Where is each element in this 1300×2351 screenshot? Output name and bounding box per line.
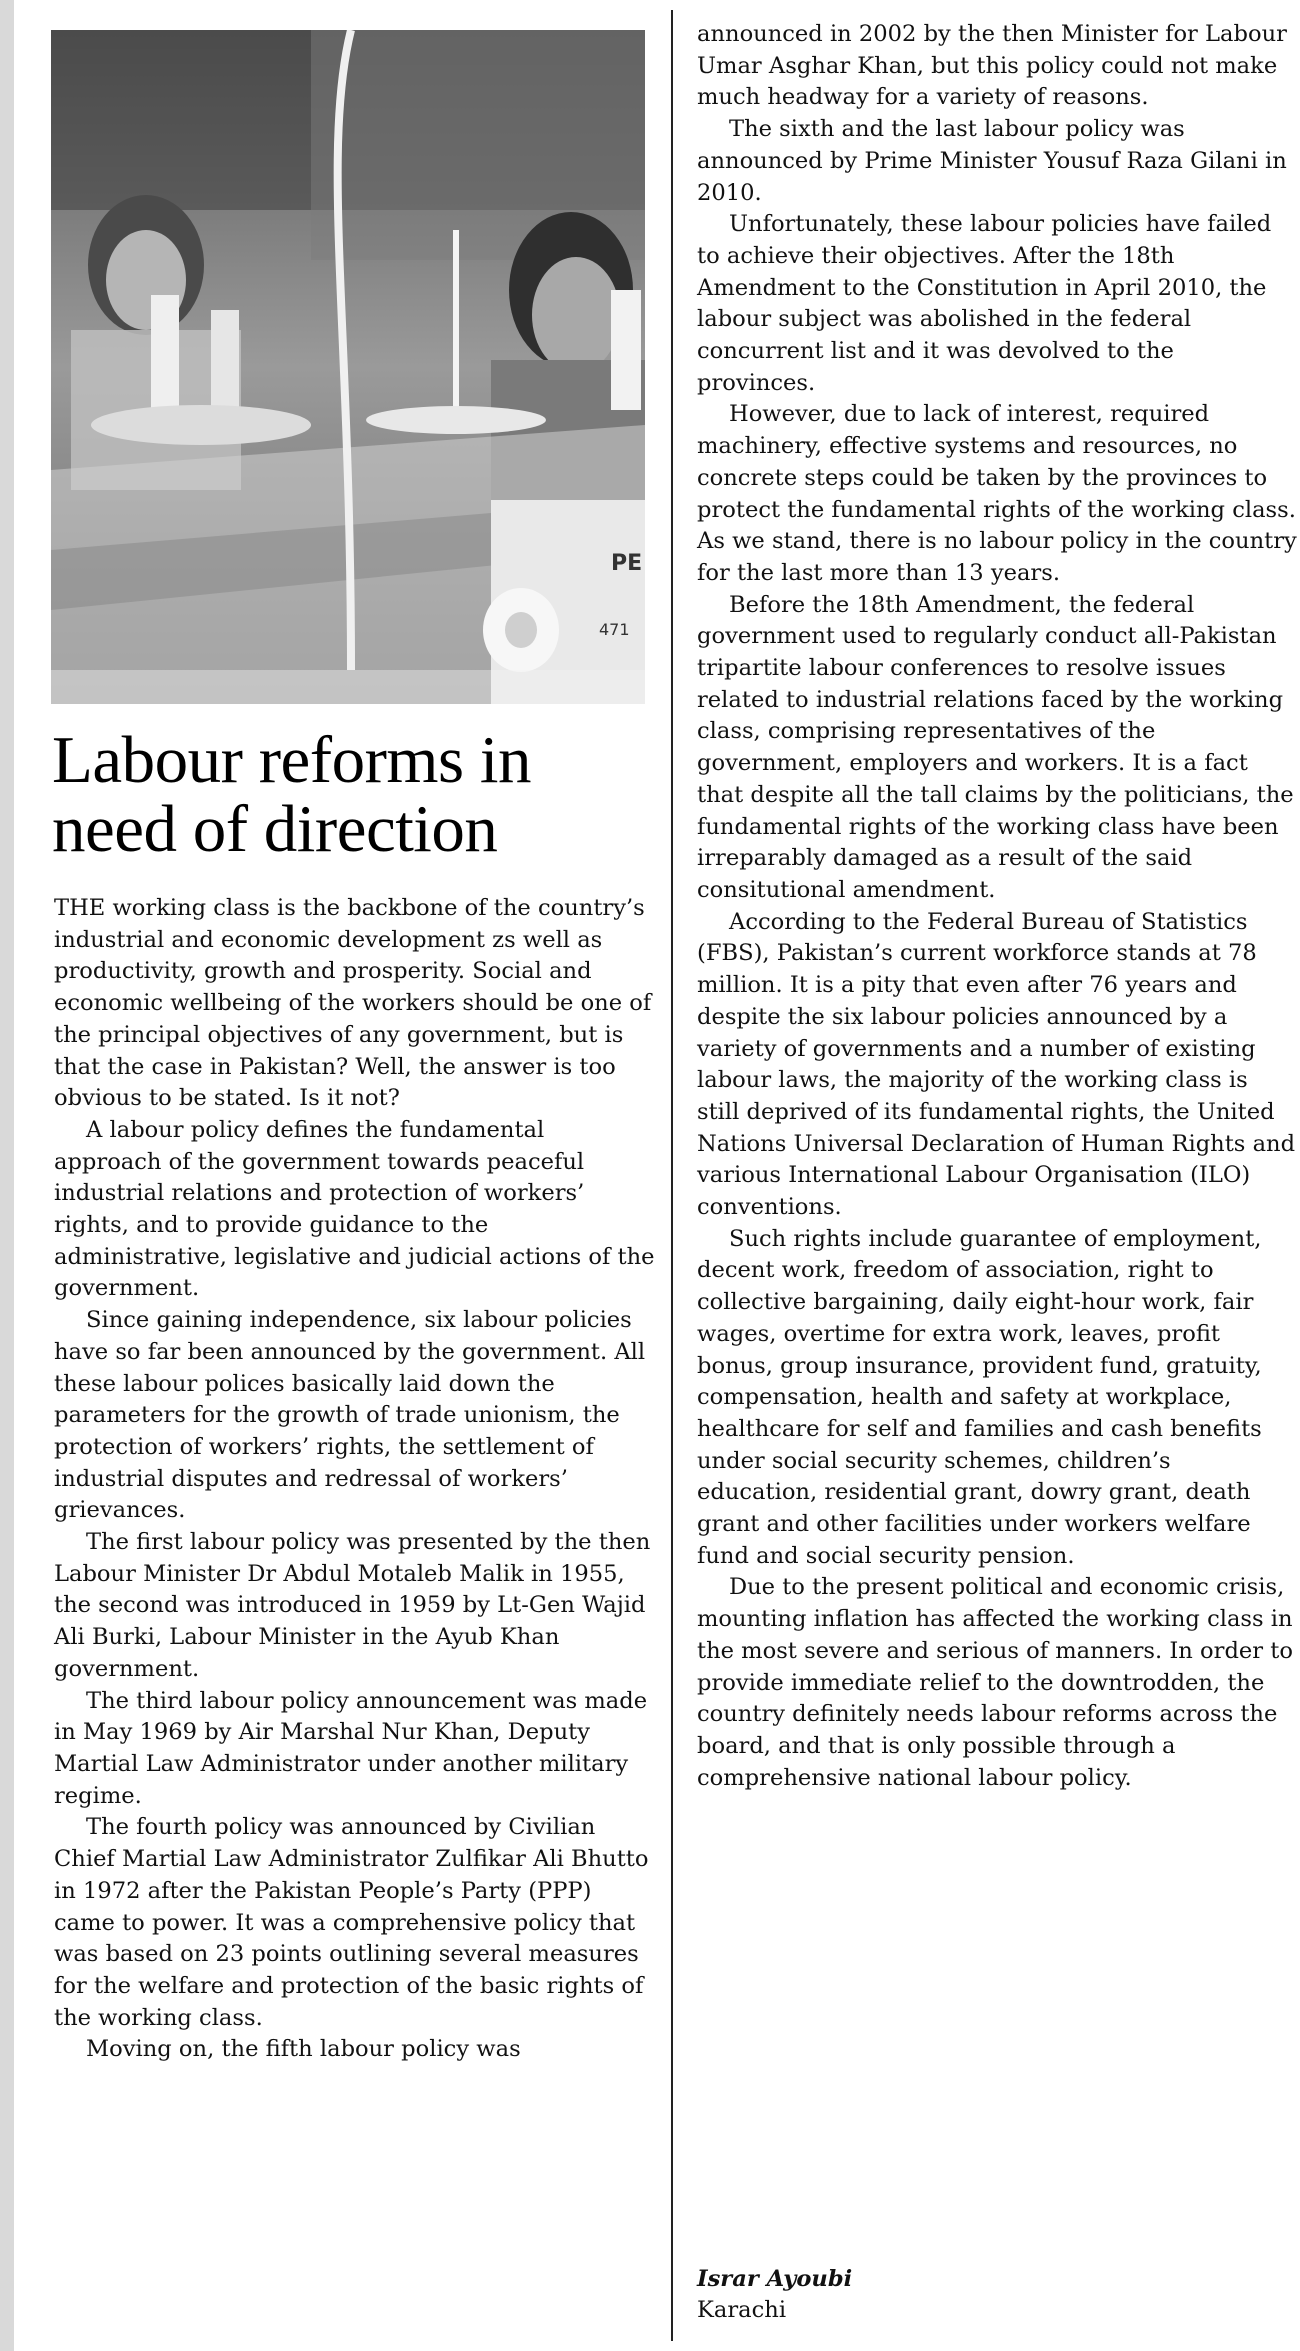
paragraph: Such rights include guarantee of employment, decent work, freedom of association, right to collective bargaining, daily eight-hour work, fair wages, overtime for extra work, leaves, profit bonus, group insurance, provident fund, gratuity, compensation, health and safety at workplace, healthcare for self and families and cash benefits under social security schemes, children’s education, residential grant, dowry grant, death grant and other facilities under workers welfare fund and social security pension. <box>697 1225 1262 1569</box>
author-name: Israr Ayoubi <box>697 2266 853 2292</box>
column-divider <box>671 10 673 2341</box>
page-edge-margin <box>0 0 14 2351</box>
paragraph: A labour policy defines the fundamental approach of the government towards peaceful industrial relations and protection of workers’ rights, and to provide guidance to the administrative, legislative and judicial actions of the government. <box>54 1116 655 1302</box>
paragraph: According to the Federal Bureau of Statistics (FBS), Pakistan’s current workforce stands at 78 million. It is a pity that even after 76 years and despite the six labour policies announced by a variety of governments and a number of existing labour laws, the majority of the working class is still deprived of its fundamental rights, the United Nations Universal Declaration of Human Rights and various International Labour Organisation (ILO) conventions. <box>697 908 1296 1221</box>
machine-label-pe: PE <box>611 551 643 576</box>
paragraph: The first labour policy was presented by the then Labour Minister Dr Abdul Motaleb Malik in 1955, the second was introduced in 1959 by Lt-Gen Wajid Ali Burki, Labour Minister in the Ayub Khan government. <box>54 1529 651 1682</box>
article-body-left-column <box>54 893 658 2066</box>
article-photo <box>51 30 645 704</box>
paragraph: Moving on, the fifth labour policy was <box>86 2036 521 2063</box>
paragraph: The third labour policy announcement was made in May 1969 by Air Marshal Nur Khan, Deputy Martial Law Administrator under another military regime. <box>54 1687 648 1809</box>
paragraph-continuation: announced in 2002 by the then Minister for Labour Umar Asghar Khan, but this policy could not make much headway for a variety of reasons. <box>697 21 1287 111</box>
author-city: Karachi <box>697 2297 787 2323</box>
paragraph: Due to the present political and economic crisis, mounting inflation has affected the working class in the most severe and serious of manners. In order to provide immediate relief to the downtrodden, the country definitely needs labour reforms across the board, and that is only possible through a comprehensive national labour policy. <box>697 1574 1293 1791</box>
machine-label-number: 471 <box>599 620 630 639</box>
paragraph: Before the 18th Amendment, the federal government used to regularly conduct all-Pakistan tripartite labour conferences to resolve issues related to industrial relations faced by the working class, comprising representatives of the government, employers and workers. It is a fact that despite all the tall claims by the politicians, the fundamental rights of the working class have been irreparably damaged as a result of the said consitutional amendment. <box>697 591 1294 903</box>
paragraph: THE working class is the backbone of the country’s industrial and economic development zs well as productivity, growth and prosperity. Social and economic wellbeing of the workers should be one of the principal objectives of any government, but is that the case in Pakistan? Well, the answer is too obvious to be stated. Is it not? <box>54 895 652 1112</box>
article-headline: Labour reforms in need of direction <box>52 723 531 866</box>
author-signature <box>697 2264 852 2326</box>
paragraph: Unfortunately, these labour policies have failed to achieve their objectives. After the 18th Amendment to the Constitution in April 2010, the labour subject was abolished in the federal concurrent list and it was devolved to the provinces. <box>697 211 1272 396</box>
paragraph: However, due to lack of interest, required machinery, effective systems and resources, no concrete steps could be taken by the provinces to protect the fundamental rights of the working class. As we stand, there is no labour policy in the country for the last more than 13 years. <box>697 401 1297 586</box>
paragraph: The fourth policy was announced by Civilian Chief Martial Law Administrator Zulfikar Ali Bhutto in 1972 after the Pakistan People’s Party (PPP) came to power. It was a comprehensive policy that was based on 23 points outlining several measures for the welfare and protection of the basic rights of the working class. <box>54 1814 649 2031</box>
garment-workers-photo <box>51 30 645 704</box>
paragraph: Since gaining independence, six labour policies have so far been announced by the government. All these labour polices basically laid down the parameters for the growth of trade unionism, the protection of workers’ rights, the settlement of industrial disputes and redressal of workers’ grievances. <box>54 1307 646 1524</box>
paragraph: The sixth and the last labour policy was announced by Prime Minister Yousuf Raza Gilani in 2010. <box>697 116 1287 206</box>
article-body-right-column <box>697 19 1297 1794</box>
